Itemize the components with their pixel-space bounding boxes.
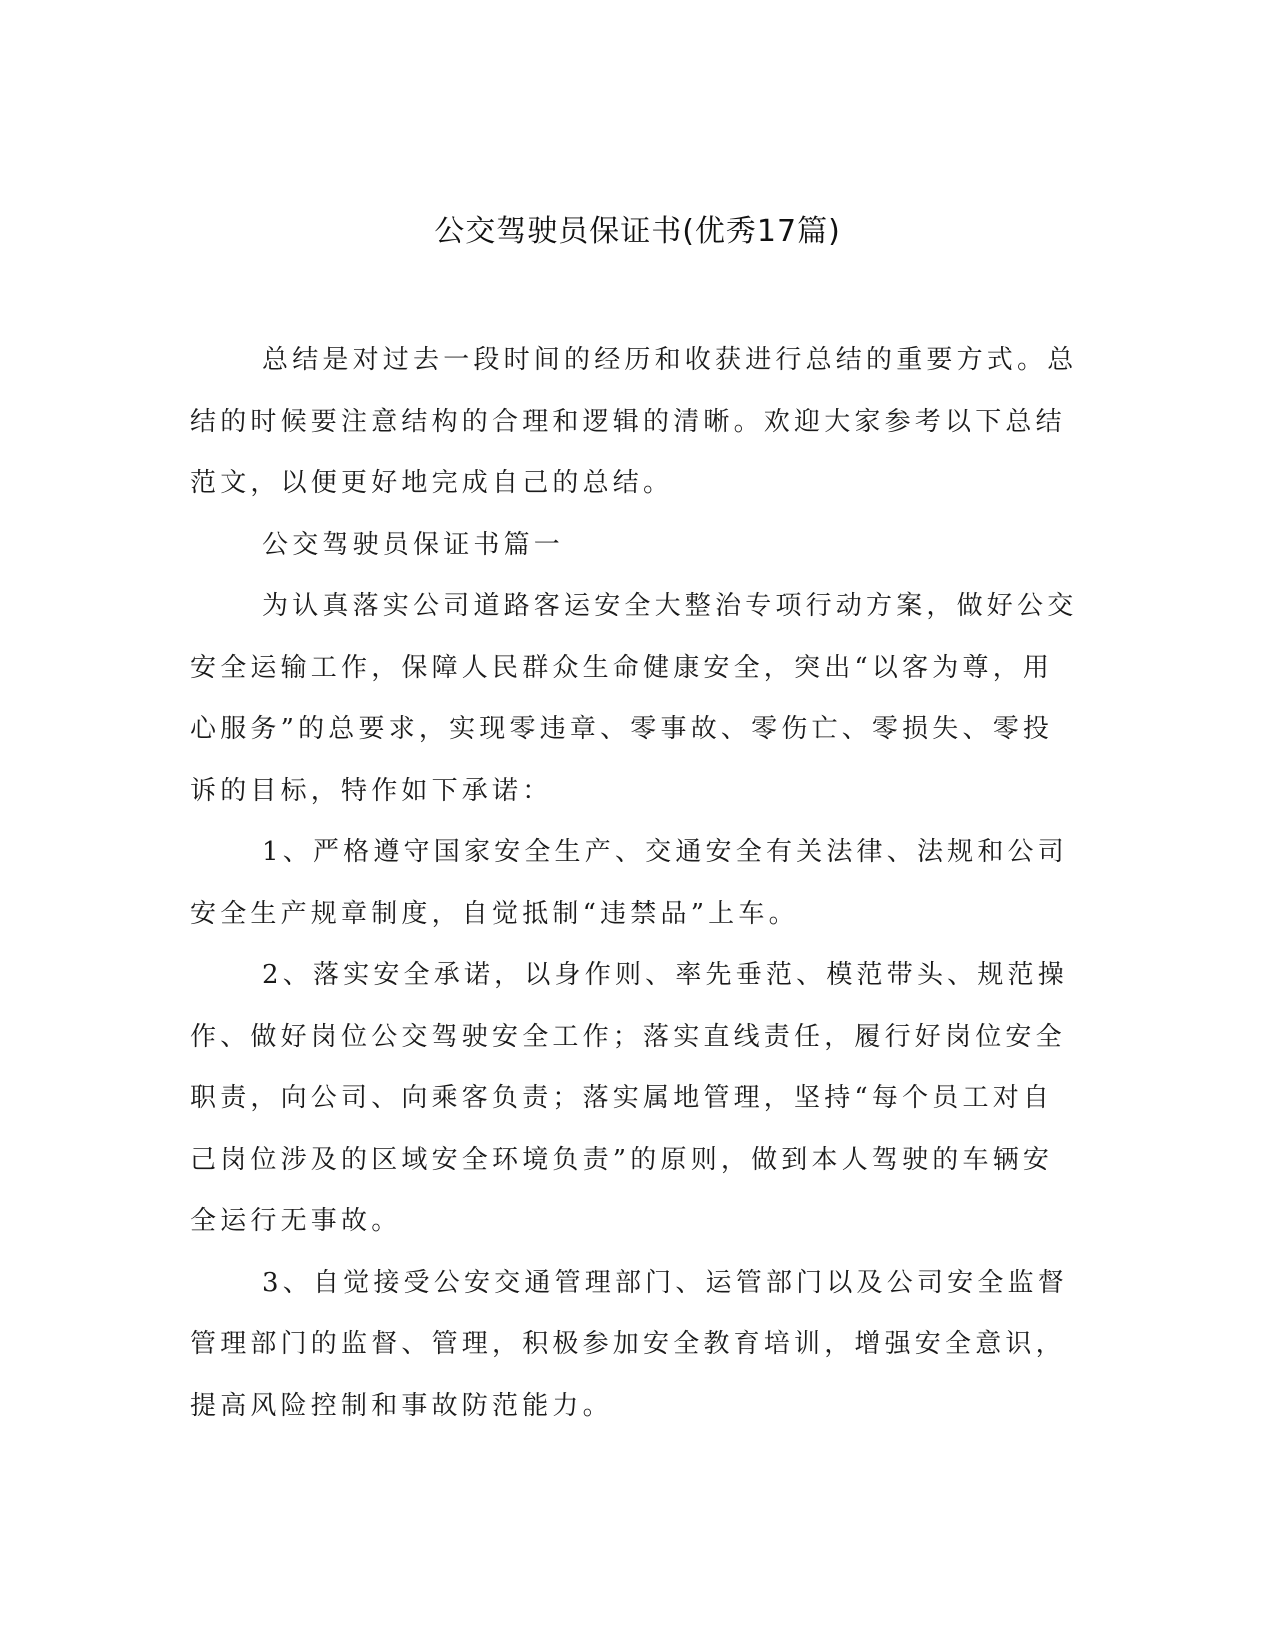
list-item-1: 1、严格遵守国家安全生产、交通安全有关法律、法规和公司安全生产规章制度，自觉抵制“违禁品”上车。 [190,837,1068,929]
document-title: 公交驾驶员保证书(优秀17篇) [434,214,841,249]
list-item-2: 2、落实安全承诺，以身作则、率先垂范、模范带头、规范操作、做好岗位公交驾驶安全工作；落实直线责任，履行好岗位安全职责，向公司、向乘客负责；落实属地管理，坚持“每个员工对自己岗位涉及的区域安全环境负责”的原则，做到本人驾驶的车辆安全运行无事故。 [190,960,1068,1236]
document-body [190,330,1080,1437]
section-heading: 公交驾驶员保证书篇一 [262,529,565,560]
intro-paragraph: 总结是对过去一段时间的经历和收获进行总结的重要方式。总结的时候要注意结构的合理和逻辑的清晰。欢迎大家参考以下总结范文，以便更好地完成自己的总结。 [190,345,1078,498]
list-item-3: 3、自觉接受公安交通管理部门、运管部门以及公司安全监督管理部门的监督、管理，积极参加安全教育培训，增强安全意识，提高风险控制和事故防范能力。 [190,1267,1068,1421]
body-paragraph: 为认真落实公司道路客运安全大整治专项行动方案，做好公交安全运输工作，保障人民群众生命健康安全，突出“以客为尊，用心服务”的总要求，实现零违章、零事故、零伤亡、零损失、零投诉的目标，特作如下承诺： [190,591,1078,806]
